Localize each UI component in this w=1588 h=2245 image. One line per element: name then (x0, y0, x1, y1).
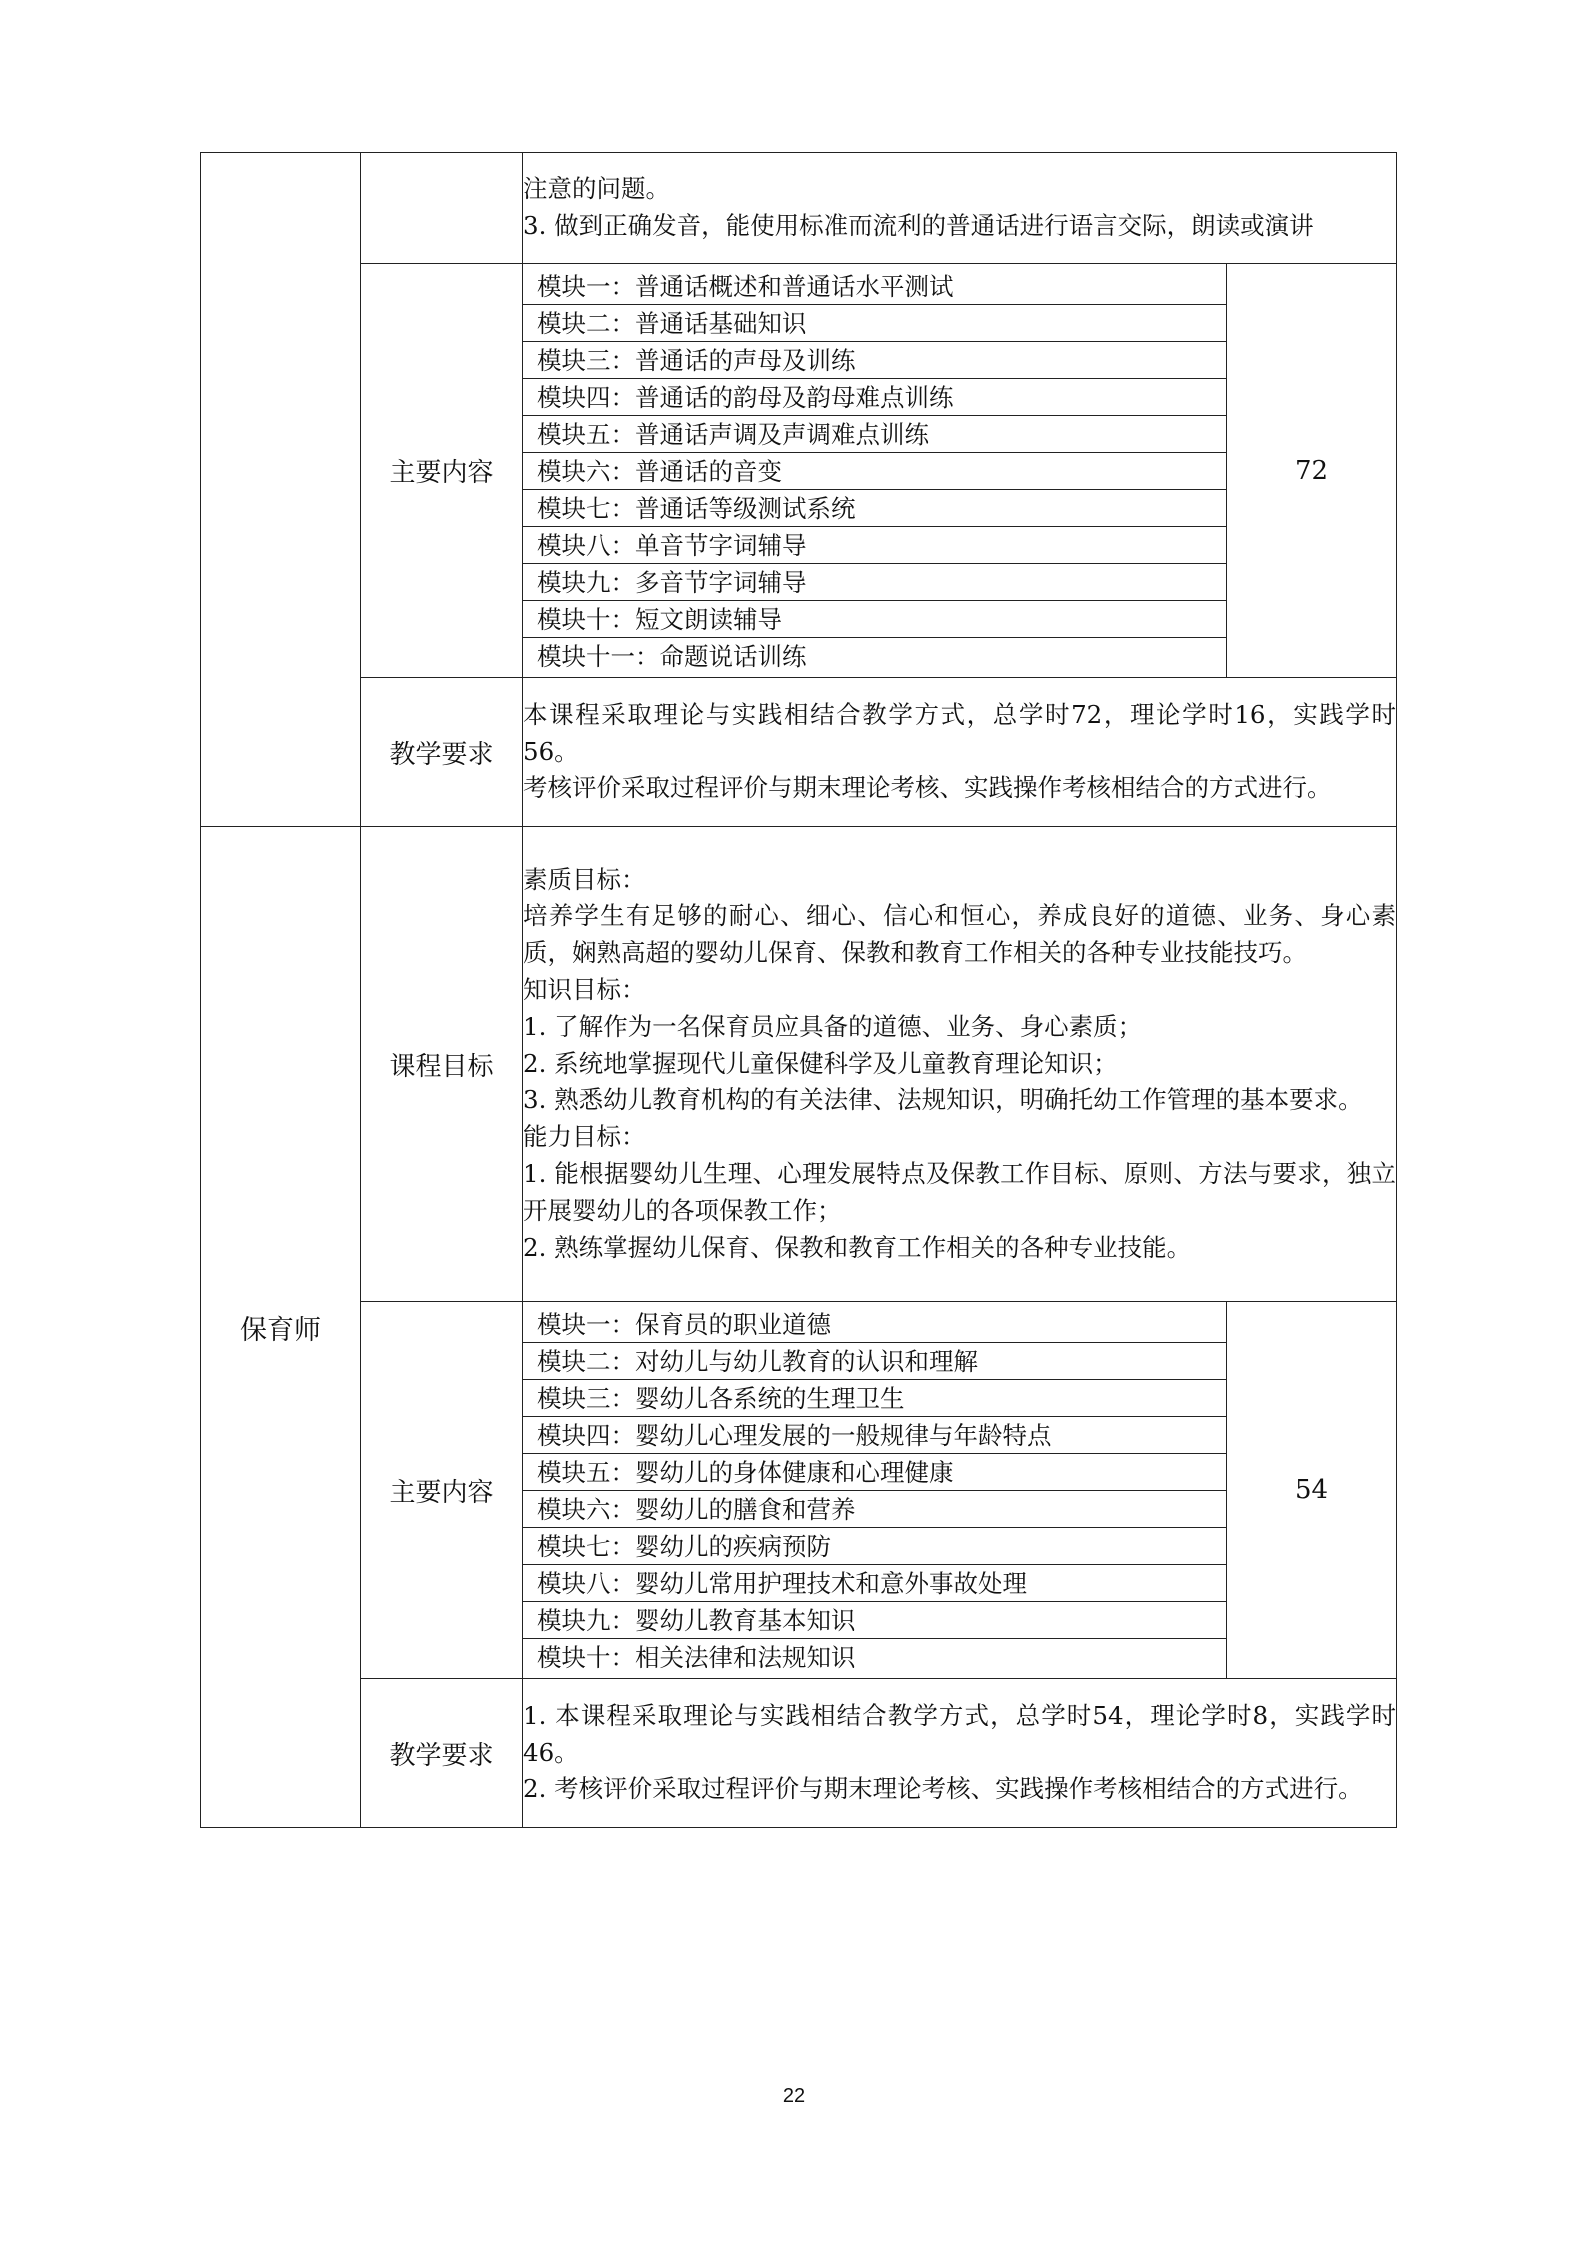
text-line: 知识目标： (523, 975, 646, 1004)
table-row (201, 1679, 1397, 1828)
list-item: 模块九：多音节字词辅导 (523, 563, 1226, 600)
table-row (201, 153, 1397, 264)
requirements-cell (523, 1679, 1397, 1828)
section-label-requirements: 教学要求 (361, 678, 523, 827)
list-item: 模块四：普通话的韵母及韵母难点训练 (523, 378, 1226, 415)
section-label-main-content: 主要内容 (361, 1302, 523, 1679)
text-line: 1. 本课程采取理论与实践相结合教学方式，总学时54，理论学时8，实践学时46。 (523, 1700, 1397, 1767)
list-item: 模块三：普通话的声母及训练 (523, 341, 1226, 378)
text-line: 能力目标： (523, 1122, 646, 1152)
text-line: 本课程采取理论与实践相结合教学方式，总学时72，理论学时16，实践学时56。 (523, 699, 1397, 766)
modules-list-cell (523, 1302, 1227, 1679)
modules-list (523, 268, 1226, 674)
objectives-cell (523, 827, 1397, 1302)
text-line: 1. 了解作为一名保育员应具备的道德、业务、身心素质； (523, 1011, 1143, 1041)
course-table (200, 152, 1397, 1828)
list-item: 模块五：婴幼儿的身体健康和心理健康 (523, 1453, 1226, 1490)
table-row (201, 1302, 1397, 1679)
hours-cell: 72 (1227, 264, 1397, 678)
list-item: 模块八：单音节字词辅导 (523, 526, 1226, 563)
modules-list-cell (523, 264, 1227, 678)
objectives-continuation-cell (523, 153, 1397, 264)
list-item: 模块十：相关法律和法规知识 (537, 1643, 856, 1672)
list-item: 模块十一：命题说话训练 (537, 642, 807, 671)
text-line: 培养学生有足够的耐心、细心、信心和恒心，养成良好的道德、业务、身心素质，娴熟高超的婴幼儿保育、保教和教育工作相关的各种专业技能技巧。 (523, 901, 1397, 968)
list-item: 模块一：普通话概述和普通话水平测试 (523, 268, 1226, 305)
text-line: 3. 熟悉幼儿教育机构的有关法律、法规知识，明确托幼工作管理的基本要求。 (523, 1085, 1363, 1115)
list-item: 模块二：对幼儿与幼儿教育的认识和理解 (523, 1342, 1226, 1379)
table-row (201, 827, 1397, 1302)
text-line: 1. 能根据婴幼儿生理、心理发展特点及保教工作目标、原则、方法与要求，独立开展婴幼儿的各项保教工作； (523, 1158, 1397, 1225)
list-item: 模块八：婴幼儿常用护理技术和意外事故处理 (523, 1564, 1226, 1601)
text-line: 2. 考核评价采取过程评价与期末理论考核、实践操作考核相结合的方式进行。 (523, 1774, 1363, 1804)
text-line: 2. 系统地掌握现代儿童保健科学及儿童教育理论知识； (523, 1048, 1118, 1078)
section-label-main-content: 主要内容 (361, 264, 523, 678)
list-item: 模块七：普通话等级测试系统 (523, 489, 1226, 526)
list-item: 模块四：婴幼儿心理发展的一般规律与年龄特点 (523, 1416, 1226, 1453)
list-item: 模块三：婴幼儿各系统的生理卫生 (523, 1379, 1226, 1416)
hours-cell: 54 (1227, 1302, 1397, 1679)
list-item: 模块十：短文朗读辅导 (523, 600, 1226, 637)
table-row (201, 264, 1397, 678)
text-line: 考核评价采取过程评价与期末理论考核、实践操作考核相结合的方式进行。 (523, 773, 1332, 803)
text-line: 3. 做到正确发音，能使用标准而流利的普通话进行语言交际，朗读或演讲 (523, 211, 1314, 240)
list-item: 模块一：保育员的职业道德 (523, 1306, 1226, 1343)
list-item: 模块五：普通话声调及声调难点训练 (523, 415, 1226, 452)
list-item: 模块二：普通话基础知识 (523, 304, 1226, 341)
section-label-objectives: 课程目标 (361, 827, 523, 1302)
table-row (201, 678, 1397, 827)
list-item: 模块六：普通话的音变 (523, 452, 1226, 489)
requirements-cell (523, 678, 1397, 827)
list-item: 模块九：婴幼儿教育基本知识 (523, 1601, 1226, 1638)
course-name-cell: 保育师 (201, 827, 361, 1828)
text-line: 2. 熟练掌握幼儿保育、保教和教育工作相关的各种专业技能。 (523, 1232, 1192, 1262)
list-item: 模块七：婴幼儿的疾病预防 (523, 1527, 1226, 1564)
page-number: 22 (782, 2085, 806, 2107)
section-label-cell (361, 153, 523, 264)
course-name-cell (201, 153, 361, 827)
list-item: 模块六：婴幼儿的膳食和营养 (523, 1490, 1226, 1527)
text-line: 素质目标： (523, 864, 646, 894)
section-label-requirements: 教学要求 (361, 1679, 523, 1828)
text-line: 注意的问题。 (523, 174, 670, 204)
modules-list (523, 1306, 1226, 1675)
